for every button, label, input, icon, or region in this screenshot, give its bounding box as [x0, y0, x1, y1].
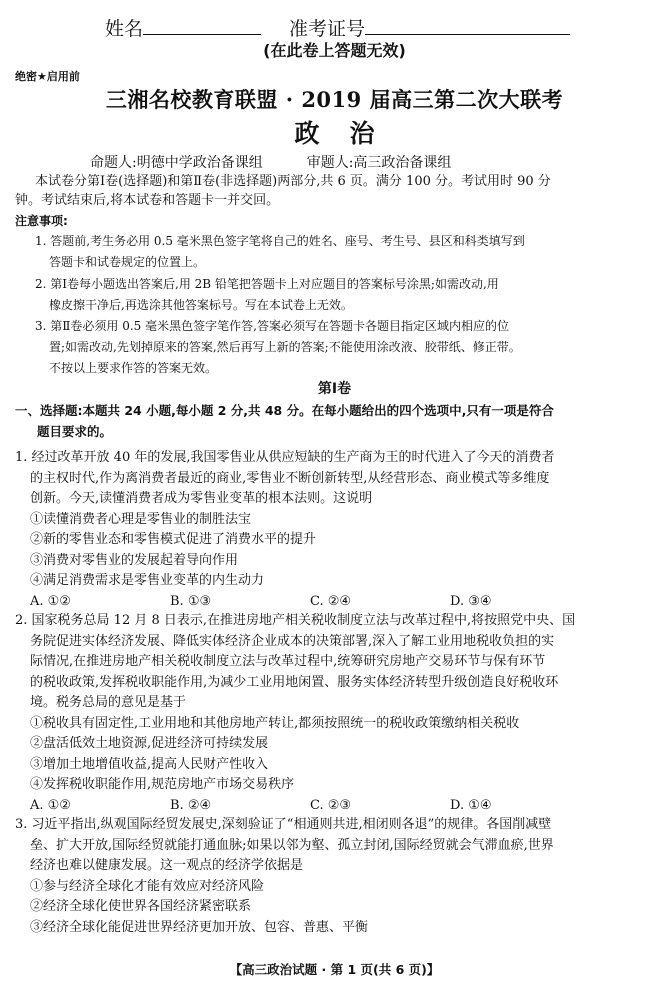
statement-option: ②经济全球化使世界各国经济紧密联系	[30, 899, 252, 914]
section-heading: 一、选择题:本题共 24 小题,每小题 2 分,共 48 分。在每小题给出的四个选项中,只有一项是符合 题目要求的。	[15, 403, 554, 439]
reviewer: 审题人:高三政治备课组	[306, 155, 452, 171]
question-3: 3. 习近平指出,纵观国际经贸发展史,深刻验证了“相通则共进,相闭则各退”的规律。各国削减壁 垒、扩大开放,国际经贸就能打通血脉;如果以邻为壑、孤立封闭,国际经贸就会气滞血瘀,世界 经济也难以健康发展。这一观点的经济学依据是 ①参与经济全球化才能有效应对经济风险 ②经济全球化使世界各国经济紧密联系 ③经济全球化能促进世界经济更加开放、包容、普惠、平衡	[15, 815, 554, 938]
page-footer: 【高三政治试题 · 第 1 页(共 6 页)】	[229, 962, 440, 977]
intro-line-2: 钟。考试结束后,将本试卷和答题卡一并交回。	[15, 193, 280, 208]
question-2: 2. 国家税务总局 12 月 8 日表示,在推进房地产相关税收制度立法与改革过程中,将按照党中央、国 务院促进实体经济发展、降低实体经济企业成本的决策部署,深入了解工业用地税收负担的实 际情况,在推进房地产相关税收制度立法与改革过程中,统筹研究房地产交易环节与保有环节 的税收政策,发挥税收职能作用,为减少工业用地闲置、服务实体经济转型升级创造良好税收环 境。税务总局的意见是基于 ①税收具有固定性,工业用地和其他房地产转让,都须按照统一的税收政策缴纳相关税收 ②盘活低效土地资源,促进经济可持续发展 ③增加土地增值收益,提高人民财产性收入 ④发挥税收职能作用,规范房地产市场交易秩序 A. ①② B. ②④ C. ②③ D. ①④	[15, 611, 590, 816]
exam-authors	[90, 152, 451, 172]
answer-choices: A. ①② B. ①③ C. ②④ D. ③④	[30, 593, 492, 609]
setter: 命题人:明德中学政治备课组	[90, 155, 263, 171]
candidate-info-line	[105, 14, 570, 41]
no-answer-notice: (在此卷上答题无效)	[263, 41, 406, 60]
statement-option: ②盘活低效土地资源,促进经济可持续发展	[30, 736, 269, 751]
statement-option: ③经济全球化能促进世界经济更加开放、包容、普惠、平衡	[30, 919, 369, 935]
intro-line-1: 本试卷分第Ⅰ卷(选择题)和第Ⅱ卷(非选择题)两部分,共 6 页。满分 100 分。考试用时 90 分	[35, 174, 551, 189]
exam-number-label: 准考证号	[289, 18, 366, 40]
name-label: 姓名	[105, 18, 144, 40]
question-stem: 2. 国家税务总局 12 月 8 日表示,在推进房地产相关税收制度立法与改革过程中,将按照党中央、国	[15, 613, 576, 628]
volume-heading: 第Ⅰ卷	[317, 381, 352, 397]
subject-title: 政治	[294, 119, 405, 148]
note-2: 2. 第Ⅰ卷每小题选出答案后,用 2B 铅笔把答题卡上对应题目的答案标号涂黑;如需改动,用 橡皮擦干净后,再选涂其他答案标号。写在本试卷上无效。	[35, 277, 499, 312]
name-blank	[143, 16, 261, 35]
statement-option: ③消费对零售业的发展起着导向作用	[30, 552, 239, 568]
statement-option: ④发挥税收职能作用,规范房地产市场交易秩序	[30, 777, 295, 792]
statement-option: ④满足消费需求是零售业变革的内生动力	[30, 573, 265, 588]
question-stem: 1. 经过改革开放 40 年的发展,我国零售业从供应短缺的生产商为王的时代进入了今天的消费者	[15, 450, 555, 465]
statement-option: ②新的零售业态和零售模式促进了消费水平的提升	[30, 532, 317, 547]
statement-option: ①读懂消费者心理是零售业的制胜法宝	[30, 511, 252, 527]
note-3: 3. 第Ⅱ卷必须用 0.5 毫米黑色签字笔作答,答案必须写在答题卡各题目指定区域内相应的位 置;如需改动,先划掉原来的答案,然后再写上新的答案;不能使用涂改液、胶带纸、修正带。 不按以上要求作答的答案无效。	[35, 319, 521, 375]
statement-option: ①税收具有固定性,工业用地和其他房地产转让,都须按照统一的税收政策缴纳相关税收	[30, 715, 520, 731]
note-1: 1. 答题前,考生务必用 0.5 毫米黑色签字笔将自己的姓名、座号、考生号、县区和科类填写到 答题卡和试卷规定的位置上。	[35, 234, 525, 269]
confidential-label: 绝密★启用前	[15, 70, 80, 83]
notes-title: 注意事项:	[15, 214, 68, 228]
exam-number-blank	[365, 16, 570, 35]
statement-option: ①参与经济全球化才能有效应对经济风险	[30, 878, 265, 894]
exam-title: 三湘名校教育联盟 · 2019 届高三第二次大联考	[105, 87, 564, 112]
answer-choices: A. ①② B. ②④ C. ②③ D. ①④	[30, 797, 492, 813]
question-stem: 3. 习近平指出,纵观国际经贸发展史,深刻验证了“相通则共进,相闭则各退”的规律。各国削减壁	[15, 817, 552, 832]
question-1: 1. 经过改革开放 40 年的发展,我国零售业从供应短缺的生产商为王的时代进入了今天的消费者 的主权时代,作为离消费者最近的商业,零售业不断创新转型,从经营形态、商业模式等多维度 创新。今天,读懂消费者成为零售业变革的根本法则。这说明 ①读懂消费者心理是零售业的制胜法宝 ②新的零售业态和零售模式促进了消费水平的提升 ③消费对零售业的发展起着导向作用 ④满足消费需求是零售业变革的内生动力 A. ①② B. ①③ C. ②④ D. ③④	[15, 448, 590, 612]
statement-option: ③增加土地增值收益,提高人民财产性收入	[30, 756, 269, 772]
